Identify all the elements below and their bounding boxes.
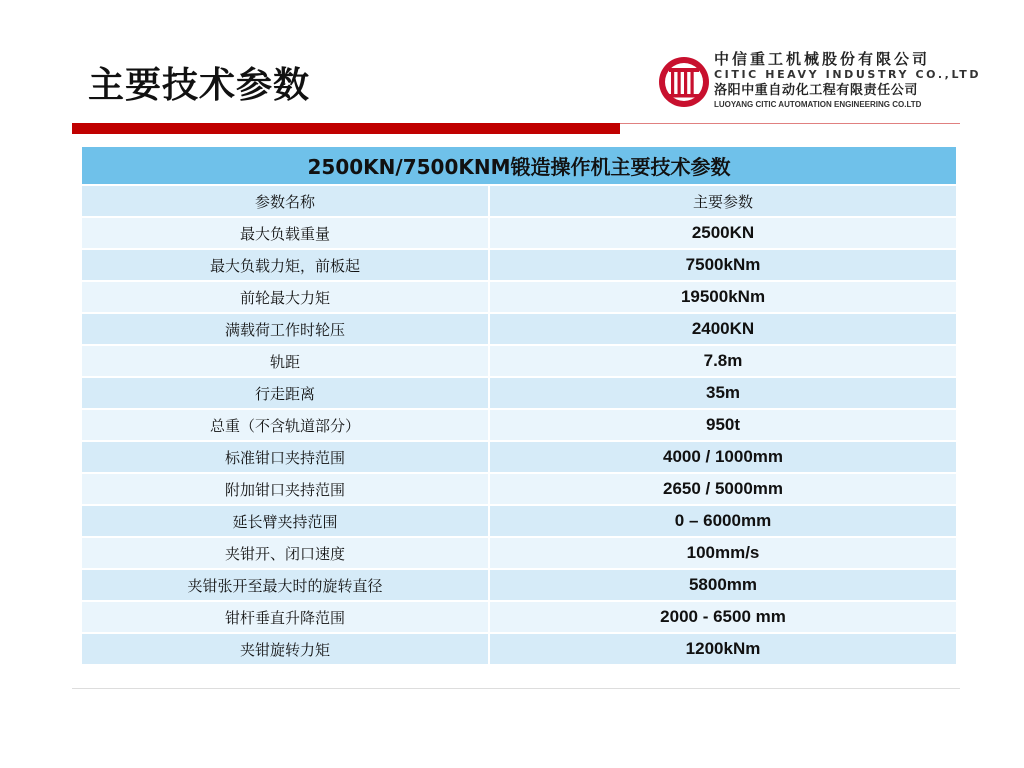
param-value-cell: 2650 / 5000mm bbox=[489, 473, 957, 505]
title-accent-bar bbox=[72, 123, 620, 134]
column-header-value: 主要参数 bbox=[489, 185, 957, 217]
company-logo bbox=[658, 50, 982, 116]
param-value-cell: 35m bbox=[489, 377, 957, 409]
table-row bbox=[81, 601, 957, 633]
param-name-cell: 延长臂夹持范围 bbox=[81, 505, 489, 537]
param-value-cell: 7500kNm bbox=[489, 249, 957, 281]
param-value-cell: 0 – 6000mm bbox=[489, 505, 957, 537]
table-row bbox=[81, 345, 957, 377]
table-header-row bbox=[81, 185, 957, 217]
footer-divider-line bbox=[72, 688, 960, 689]
spec-table bbox=[80, 145, 958, 666]
table-row bbox=[81, 569, 957, 601]
param-value-cell: 19500kNm bbox=[489, 281, 957, 313]
subsidiary-name-cn: 洛阳中重自动化工程有限责任公司 bbox=[714, 83, 919, 98]
table-row bbox=[81, 633, 957, 665]
param-value-cell: 5800mm bbox=[489, 569, 957, 601]
param-name-cell: 最大负载重量 bbox=[81, 217, 489, 249]
param-name-cell: 夹钳开、闭口速度 bbox=[81, 537, 489, 569]
table-row bbox=[81, 409, 957, 441]
param-name-cell: 标准钳口夹持范围 bbox=[81, 441, 489, 473]
subsidiary-name-en: LUOYANG CITIC AUTOMATION ENGINEERING CO.LTD bbox=[714, 100, 922, 109]
param-name-cell: 附加钳口夹持范围 bbox=[81, 473, 489, 505]
table-row bbox=[81, 505, 957, 537]
param-name-cell: 前轮最大力矩 bbox=[81, 281, 489, 313]
company-name-en: CITIC HEAVY INDUSTRY CO.,LTD bbox=[714, 68, 982, 81]
param-value-cell: 7.8m bbox=[489, 345, 957, 377]
table-row bbox=[81, 313, 957, 345]
column-header-name: 参数名称 bbox=[81, 185, 489, 217]
param-value-cell: 950t bbox=[489, 409, 957, 441]
param-value-cell: 2500KN bbox=[489, 217, 957, 249]
table-row bbox=[81, 537, 957, 569]
table-title: 2500KN/7500KNM锻造操作机主要技术参数 bbox=[81, 146, 957, 185]
page-title: 主要技术参数 bbox=[88, 65, 311, 106]
table-row bbox=[81, 249, 957, 281]
param-name-cell: 钳杆垂直升降范围 bbox=[81, 601, 489, 633]
param-value-cell: 100mm/s bbox=[489, 537, 957, 569]
table-row bbox=[81, 217, 957, 249]
param-name-cell: 夹钳张开至最大时的旋转直径 bbox=[81, 569, 489, 601]
param-name-cell: 最大负载力矩，前板起 bbox=[81, 249, 489, 281]
citic-logo-icon bbox=[658, 56, 710, 108]
param-name-cell: 总重（不含轨道部分） bbox=[81, 409, 489, 441]
table-row bbox=[81, 441, 957, 473]
param-name-cell: 夹钳旋转力矩 bbox=[81, 633, 489, 665]
param-name-cell: 轨距 bbox=[81, 345, 489, 377]
table-row bbox=[81, 473, 957, 505]
table-row bbox=[81, 377, 957, 409]
table-row bbox=[81, 281, 957, 313]
param-value-cell: 4000 / 1000mm bbox=[489, 441, 957, 473]
param-name-cell: 行走距离 bbox=[81, 377, 489, 409]
param-value-cell: 2000 - 6500 mm bbox=[489, 601, 957, 633]
param-value-cell: 2400KN bbox=[489, 313, 957, 345]
header-divider-line bbox=[620, 123, 960, 124]
company-name-cn: 中信重工机械股份有限公司 bbox=[714, 50, 931, 68]
param-value-cell: 1200kNm bbox=[489, 633, 957, 665]
param-name-cell: 满载荷工作时轮压 bbox=[81, 313, 489, 345]
